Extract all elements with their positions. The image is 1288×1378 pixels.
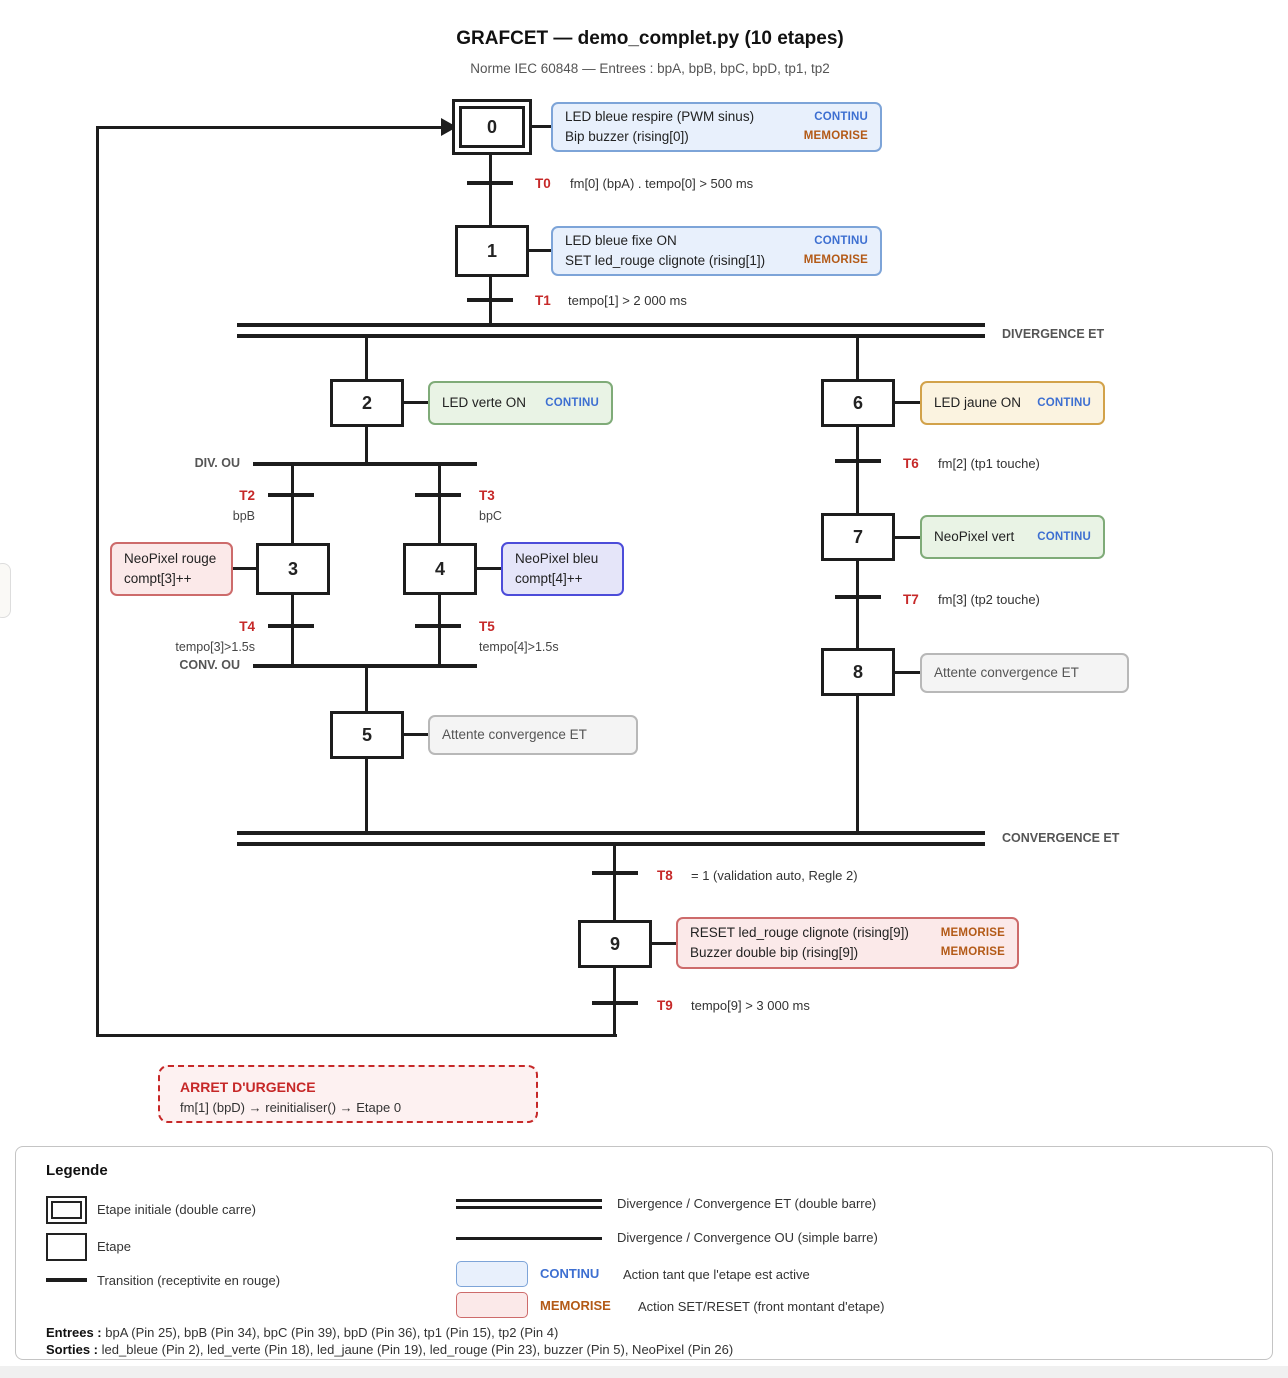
legend-div-ou: Divergence / Convergence OU (simple barre): [617, 1230, 878, 1245]
transition-t6: [835, 459, 881, 463]
continu-tag: CONTINU: [545, 396, 599, 409]
step-7-action-box: [920, 515, 1105, 559]
continu-tag: CONTINU: [814, 234, 868, 247]
action-text: SET led_rouge clignote (rising[1]): [565, 253, 766, 268]
entrees-list: bpA (Pin 25), bpB (Pin 34), bpC (Pin 39), bpD (Pin 36), tp1 (Pin 15), tp2 (Pin 4): [105, 1325, 559, 1340]
transition-t7-label: T7: [903, 592, 919, 607]
continu-tag: CONTINU: [1037, 396, 1091, 409]
initial-step-icon: [46, 1196, 87, 1224]
transition-icon: [46, 1278, 87, 1282]
window-bottom-edge: [0, 1366, 1288, 1378]
action-connector: [529, 249, 551, 252]
transition-t9-receptivity: tempo[9] > 3 000 ms: [691, 998, 810, 1013]
flow-line: [438, 466, 441, 543]
entrees-line: [46, 1325, 558, 1340]
loop-left-line: [96, 126, 99, 1037]
step-9: 9: [578, 920, 652, 968]
transition-t5-label: T5: [479, 619, 495, 634]
flow-line: [365, 427, 368, 464]
step-8: 8: [821, 648, 895, 696]
transition-t4-receptivity: tempo[3]>1.5s: [175, 640, 255, 654]
action-text: compt[3]++: [124, 571, 192, 586]
transition-t3-label: T3: [479, 488, 495, 503]
convergence-et-bar: [237, 842, 985, 846]
action-text: LED verte ON: [442, 395, 527, 411]
divergence-et-bar: [237, 323, 985, 327]
step-0: [452, 99, 532, 155]
convergence-et-bar: [237, 831, 985, 835]
step-0-action-box: [551, 102, 882, 152]
transition-t5-receptivity: tempo[4]>1.5s: [479, 640, 559, 654]
step-0-number: 0: [459, 106, 525, 148]
div-ou-label: DIV. OU: [194, 456, 240, 470]
step-4-action-box: [501, 542, 624, 596]
action-text: compt[4]++: [515, 571, 583, 586]
action-text: Buzzer double bip (rising[9]): [690, 945, 859, 960]
divergence-et-bar: [237, 334, 985, 338]
action-text: NeoPixel rouge: [124, 551, 217, 567]
transition-t8-receptivity: = 1 (validation auto, Regle 2): [691, 868, 858, 883]
legend-memorise-label: MEMORISE: [540, 1298, 611, 1313]
flow-line: [856, 338, 859, 379]
emergency-stop-title: ARRET D'URGENCE: [180, 1079, 316, 1095]
action-connector: [477, 567, 501, 570]
step-1-action-box: [551, 226, 882, 276]
page-subtitle: Norme IEC 60848 — Entrees : bpA, bpB, bpC, bpD, tp1, tp2: [470, 61, 830, 76]
continu-tag: CONTINU: [1037, 530, 1091, 543]
continu-tag: CONTINU: [814, 110, 868, 123]
action-text: RESET led_rouge clignote (rising[9]): [690, 925, 909, 941]
action-connector: [233, 567, 256, 570]
legend-memorise-desc: Action SET/RESET (front montant d'etape): [638, 1299, 885, 1314]
transition-t4: [268, 624, 314, 628]
continu-chip-icon: [456, 1261, 528, 1287]
action-connector: [895, 536, 920, 539]
flow-line: [365, 668, 368, 711]
entrees-label: Entrees :: [46, 1325, 102, 1340]
action-connector: [895, 671, 920, 674]
transition-t1: [467, 298, 513, 302]
transition-t7-receptivity: fm[3] (tp2 touche): [938, 592, 1040, 607]
transition-t2-receptivity: bpB: [232, 509, 255, 523]
action-connector: [532, 125, 551, 128]
convergence-et-label: CONVERGENCE ET: [1002, 831, 1120, 845]
emergency-stop-box: [158, 1065, 538, 1123]
sorties-line: [46, 1342, 733, 1357]
flow-line: [365, 759, 368, 831]
double-bar-icon: [456, 1206, 602, 1209]
transition-t6-receptivity: fm[2] (tp1 touche): [938, 456, 1040, 471]
memorise-tag: MEMORISE: [803, 254, 868, 267]
emergency-stop-text: fm[1] (bpD) → reinitialiser() → Etape 0: [180, 1100, 402, 1115]
legend-continu-desc: Action tant que l'etape est active: [623, 1267, 810, 1282]
step-5: 5: [330, 711, 404, 759]
step-3-action-box: [110, 542, 233, 596]
action-text: NeoPixel bleu: [515, 551, 599, 567]
sorties-list: led_bleue (Pin 2), led_verte (Pin 18), led_jaune (Pin 19), led_rouge (Pin 23), buzzer (Pin 5), NeoPixel (Pin 26): [101, 1342, 734, 1357]
action-text: LED jaune ON: [934, 395, 1022, 411]
legend-div-et: Divergence / Convergence ET (double barre): [617, 1196, 877, 1211]
double-bar-icon: [456, 1199, 602, 1202]
flow-line: [291, 466, 294, 543]
transition-t9-label: T9: [657, 998, 673, 1013]
loop-top-line: [96, 126, 445, 129]
loop-bottom-line: [96, 1034, 617, 1037]
transition-t0: [467, 181, 513, 185]
flow-line: [613, 846, 616, 920]
step-2-action-box: [428, 381, 613, 425]
memorise-tag: MEMORISE: [940, 946, 1005, 959]
flow-line: [856, 696, 859, 831]
flow-line: [438, 595, 441, 666]
step-7: 7: [821, 513, 895, 561]
action-text: Attente convergence ET: [442, 727, 587, 743]
step-6-action-box: [920, 381, 1105, 425]
transition-t7: [835, 595, 881, 599]
transition-t1-receptivity: tempo[1] > 2 000 ms: [568, 293, 687, 308]
transition-t2-label: T2: [239, 488, 255, 503]
divergence-et-label: DIVERGENCE ET: [1002, 327, 1105, 341]
transition-t2: [268, 493, 314, 497]
transition-t8-label: T8: [657, 868, 673, 883]
legend-transition: Transition (receptivite en rouge): [97, 1273, 281, 1288]
flow-line: [291, 595, 294, 666]
step-5-action-box: [428, 715, 638, 755]
conv-ou-label: CONV. OU: [179, 658, 240, 672]
transition-t5: [415, 624, 461, 628]
memorise-tag: MEMORISE: [803, 130, 868, 143]
action-connector: [404, 733, 428, 736]
legend-panel: [15, 1146, 1273, 1360]
step-icon: [46, 1233, 87, 1261]
transition-t8: [592, 871, 638, 875]
action-connector: [652, 942, 676, 945]
action-connector: [895, 401, 920, 404]
drawer-handle[interactable]: [0, 563, 11, 618]
transition-t6-label: T6: [903, 456, 919, 471]
legend-continu-label: CONTINU: [540, 1266, 600, 1281]
action-text: NeoPixel vert: [934, 529, 1015, 545]
memorise-tag: MEMORISE: [940, 926, 1005, 939]
step-6: 6: [821, 379, 895, 427]
step-2: 2: [330, 379, 404, 427]
transition-t0-receptivity: fm[0] (bpA) . tempo[0] > 500 ms: [570, 176, 754, 191]
transition-t3: [415, 493, 461, 497]
flow-line: [489, 155, 492, 225]
action-connector: [404, 401, 428, 404]
action-text: Bip buzzer (rising[0]): [565, 129, 689, 144]
step-9-action-box: [676, 917, 1019, 969]
transition-t9: [592, 1001, 638, 1005]
single-bar-icon: [456, 1237, 602, 1240]
legend-etape: Etape: [97, 1239, 131, 1254]
transition-t1-label: T1: [535, 293, 551, 308]
flow-line: [856, 561, 859, 648]
div-ou-bar: [253, 462, 477, 466]
legend-title: Legende: [46, 1162, 108, 1179]
transition-t3-receptivity: bpC: [479, 509, 502, 523]
step-1: 1: [455, 225, 529, 277]
step-3: 3: [256, 543, 330, 595]
legend-etape-initiale: Etape initiale (double carre): [97, 1202, 256, 1217]
action-text: LED bleue respire (PWM sinus): [565, 109, 755, 125]
step-4: 4: [403, 543, 477, 595]
transition-t0-label: T0: [535, 176, 551, 191]
memorise-chip-icon: [456, 1292, 528, 1318]
action-text: Attente convergence ET: [934, 665, 1079, 681]
flow-line: [365, 338, 368, 379]
action-text: LED bleue fixe ON: [565, 233, 677, 249]
transition-t4-label: T4: [239, 619, 255, 634]
step-8-action-box: [920, 653, 1129, 693]
flow-line: [856, 427, 859, 513]
sorties-label: Sorties :: [46, 1342, 99, 1357]
page-title: GRAFCET — demo_complet.py (10 etapes): [456, 28, 844, 49]
